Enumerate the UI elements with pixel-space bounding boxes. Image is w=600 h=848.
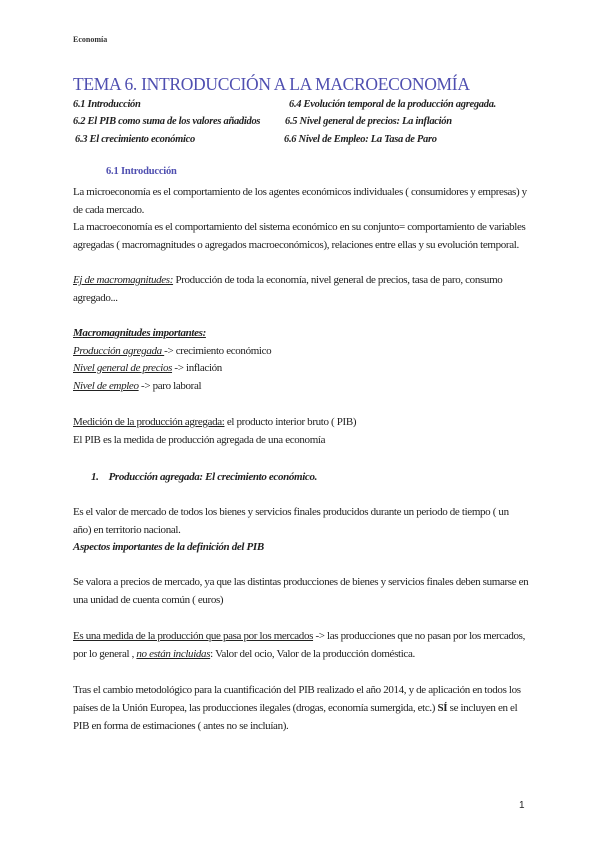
macro-item-text: -> inflación [172, 362, 222, 374]
paragraph-micro-line2: de cada mercado. [73, 204, 145, 216]
macro-item-label: Nivel general de precios [73, 362, 173, 374]
precios-mercado-line1: Se valora a precios de mercado, ya que las distintas producciones de bienes y servicios finales deben sumarse en [73, 576, 529, 588]
medicion-label: Medición de la producción agregada: [73, 416, 225, 428]
example-label: Ej de macromagnitudes: [73, 274, 174, 286]
macro-item-produccion [73, 345, 271, 357]
paragraph-macro-line2: agregadas ( macromagnitudes o agregados macroeconómicos), relaciones entre ellas y su evolución temporal. [73, 239, 519, 251]
pib-definition-line: El PIB es la medida de producción agregada de una economía [73, 434, 326, 446]
metodologia-line3: PIB en forma de estimaciones ( antes no se incluían). [73, 720, 289, 732]
paragraph-micro-line1: La microeconomía es el comportamiento de los agentes económicos individuales ( consumidores y empresas) y [73, 186, 527, 198]
toc-item-6-5: 6.5 Nivel general de precios: La inflación [285, 116, 452, 127]
metodologia-line2 [73, 702, 517, 714]
mercados-line1 [73, 630, 525, 642]
macro-item-precios [73, 362, 222, 374]
example-text: Producción de toda la economía, nivel general de precios, tasa de paro, consumo [173, 274, 503, 286]
toc-item-6-3: 6.3 El crecimiento económico [75, 134, 195, 145]
metodologia-line2-pre: países de la Unión Europea, las producciones ilegales (drogas, economía sumergida, etc.) [73, 702, 438, 714]
page-number: 1 [519, 800, 525, 811]
macro-item-text: -> paro laboral [138, 380, 202, 392]
pib-definition-p1-line1: Es el valor de mercado de todos los bienes y servicios finales producidos durante un periodo de tiempo ( un [73, 506, 509, 518]
mercados-line2 [73, 648, 415, 660]
medicion-text: el producto interior bruto ( PIB) [224, 416, 357, 428]
toc-item-6-4: 6.4 Evolución temporal de la producción agregada. [289, 99, 496, 110]
macro-item-label: Nivel de empleo [73, 380, 139, 392]
toc-item-6-2: 6.2 El PIB como suma de los valores añadidos [73, 116, 261, 127]
precios-mercado-line2: una unidad de cuenta común ( euros) [73, 594, 224, 606]
pib-definition-p1-line2: año) en territorio nacional. [73, 524, 181, 536]
section-1-title: Producción agregada: El crecimiento económico. [108, 471, 318, 483]
mercados-label: Es una medida de la producción que pasa por los mercados [73, 630, 314, 642]
metodologia-line1: Tras el cambio metodológico para la cuantificación del PIB realizado el año 2014, y de aplicación en todos los [73, 684, 521, 696]
section-heading-introduccion: 6.1 Introducción [106, 166, 177, 177]
toc-item-6-1: 6.1 Introducción [73, 99, 141, 110]
macro-item-text: -> crecimiento económico [164, 345, 272, 357]
page-header-subject: Economía [73, 35, 108, 44]
document-title: TEMA 6. INTRODUCCIÓN A LA MACROECONOMÍA [73, 74, 470, 94]
macro-item-label: Producción agregada [73, 345, 165, 357]
section-1-heading [91, 471, 317, 483]
mercados-text: -> las producciones que no pasan por los mercados, [313, 630, 526, 642]
paragraph-macro-line1: La macroeconomía es el comportamiento del sistema económico en su conjunto= comportamiento de variables [73, 221, 526, 233]
mercados-line2-pre: por lo general , [73, 648, 137, 660]
macromagnitudes-heading: Macromagnitudes importantes: [73, 327, 206, 339]
si-emphasis: SÍ [437, 702, 448, 714]
medicion-line [73, 416, 356, 428]
macro-item-empleo [73, 380, 201, 392]
metodologia-line2-post: se incluyen en el [447, 702, 518, 714]
macromagnitudes-example-line2: agregado... [73, 292, 118, 304]
mercados-line2-text: : Valor del ocio, Valor de la producción doméstica. [210, 648, 415, 660]
no-incluidas-label: no están incluidas [136, 648, 211, 660]
section-1-number: 1. [91, 471, 99, 483]
toc-item-6-6: 6.6 Nivel de Empleo: La Tasa de Paro [284, 134, 437, 145]
aspects-heading: Aspectos importantes de la definición del PIB [73, 541, 264, 553]
macromagnitudes-example [73, 274, 502, 286]
